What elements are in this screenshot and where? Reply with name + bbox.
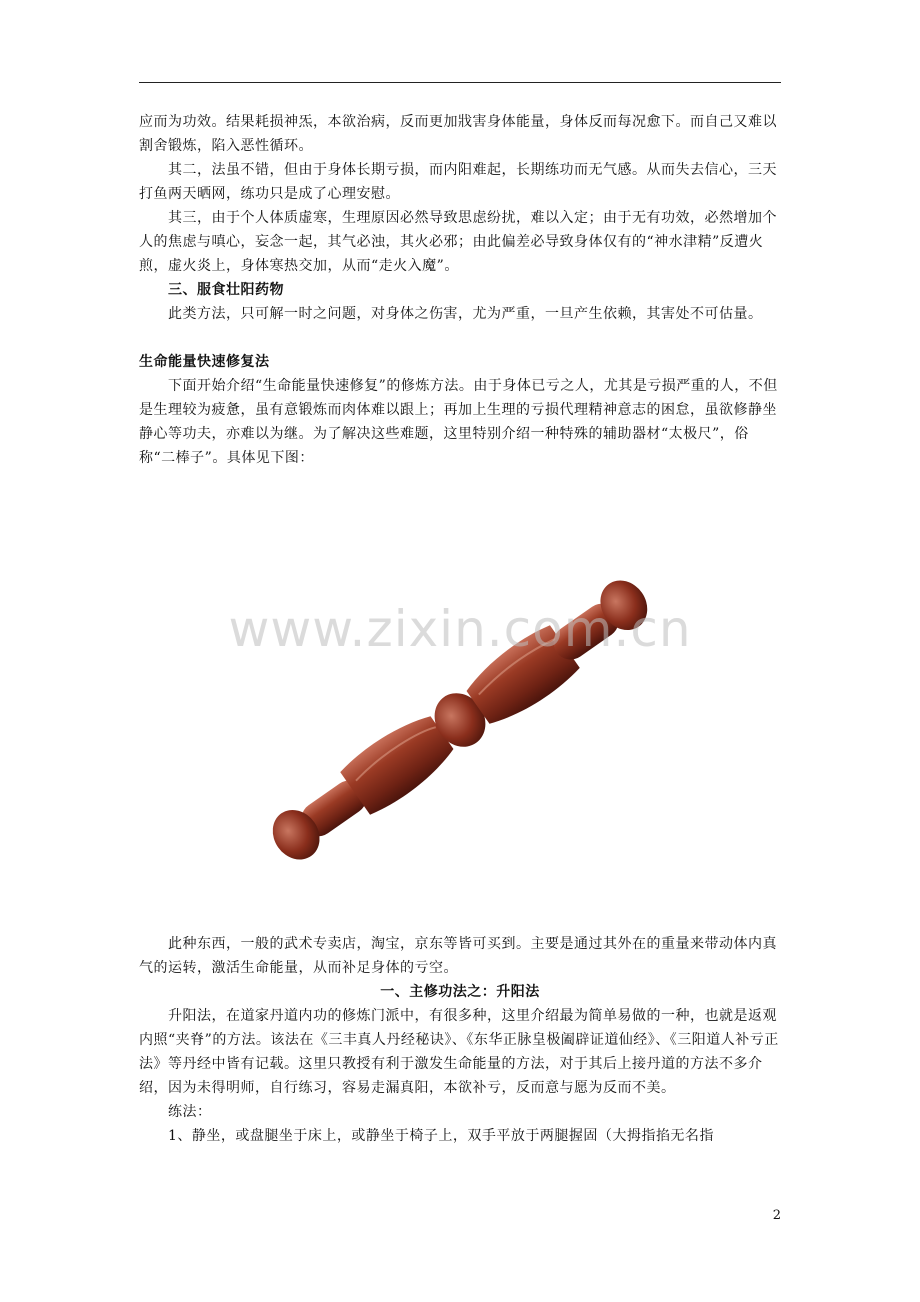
header-rule [139, 82, 781, 83]
paragraph: 应而为功效。结果耗损神炁，本欲治病，反而更加戕害身体能量，身体反而每况愈下。而自己又难以割舍锻炼，陷入恶性循环。 [139, 114, 777, 154]
text-block-top [139, 110, 781, 470]
paragraph: 此类方法，只可解一时之问题，对身体之伤害，尤为严重，一旦产生依赖，其害处不可估量。 [168, 306, 763, 322]
text-block-bottom [139, 932, 781, 1148]
paragraph: 此种东西，一般的武术专卖店，淘宝，京东等皆可买到。主要是通过其外在的重量来带动体内真气的运转，激活生命能量，从而补足身体的亏空。 [139, 936, 777, 976]
section-title: 生命能量快速修复法 [139, 354, 270, 370]
heading-3: 三、服食壮阳药物 [168, 282, 284, 298]
watermark: www.zixin.com.cn [228, 600, 692, 658]
paragraph-lianfa: 练法： [168, 1104, 212, 1120]
paragraph-intro: 下面开始介绍“生命能量快速修复”的修炼方法。由于身体已亏之人，尤其是亏损严重的人，不但是生理较为疲惫，虽有意锻炼而肉体难以跟上；再加上生理的亏损代理精神意志的困怠，虽欲修静坐静心等功夫，亦难以为继。为了解决这些难题，这里特别介绍一种特殊的辅助器材“太极尺”，俗称“二棒子”。具体见下图： [139, 378, 778, 466]
step-1: 1、静坐，或盘腿坐于床上，或静坐于椅子上，双手平放于两腿握固（大拇指掐无名指 [168, 1128, 714, 1144]
taiji-ruler-figure [139, 540, 781, 920]
taiji-ruler-image [139, 540, 781, 920]
paragraph: 其二，法虽不错，但由于身体长期亏损，而内阳难起，长期练功而无气感。从而失去信心，三天打鱼两天晒网，练功只是成了心理安慰。 [139, 162, 777, 202]
page-number: 2 [772, 1208, 781, 1223]
paragraph: 其三，由于个人体质虚寒，生理原因必然导致思虑纷扰，难以入定；由于无有功效，必然增加个人的焦虑与嗔心，妄念一起，其气必浊，其火必邪；由此偏差必导致身体仅有的“神水津精”反遭火煎，虚火炎上，身体寒热交加，从而“走火入魔”。 [139, 210, 777, 274]
main-heading: 一、主修功法之：升阳法 [380, 984, 540, 1000]
paragraph: 升阳法，在道家丹道内功的修炼门派中，有很多种，这里介绍最为简单易做的一种，也就是返观内照“夹脊”的方法。该法在《三丰真人丹经秘诀》、《东华正脉皇极阖辟证道仙经》、《三阳道人补亏正法》等丹经中皆有记载。这里只教授有利于激发生命能量的方法，对于其后上接丹道的方法不多介绍，因为未得明师，自行练习，容易走漏真阳，本欲补亏，反而意与愿为反而不美。 [139, 1008, 779, 1096]
